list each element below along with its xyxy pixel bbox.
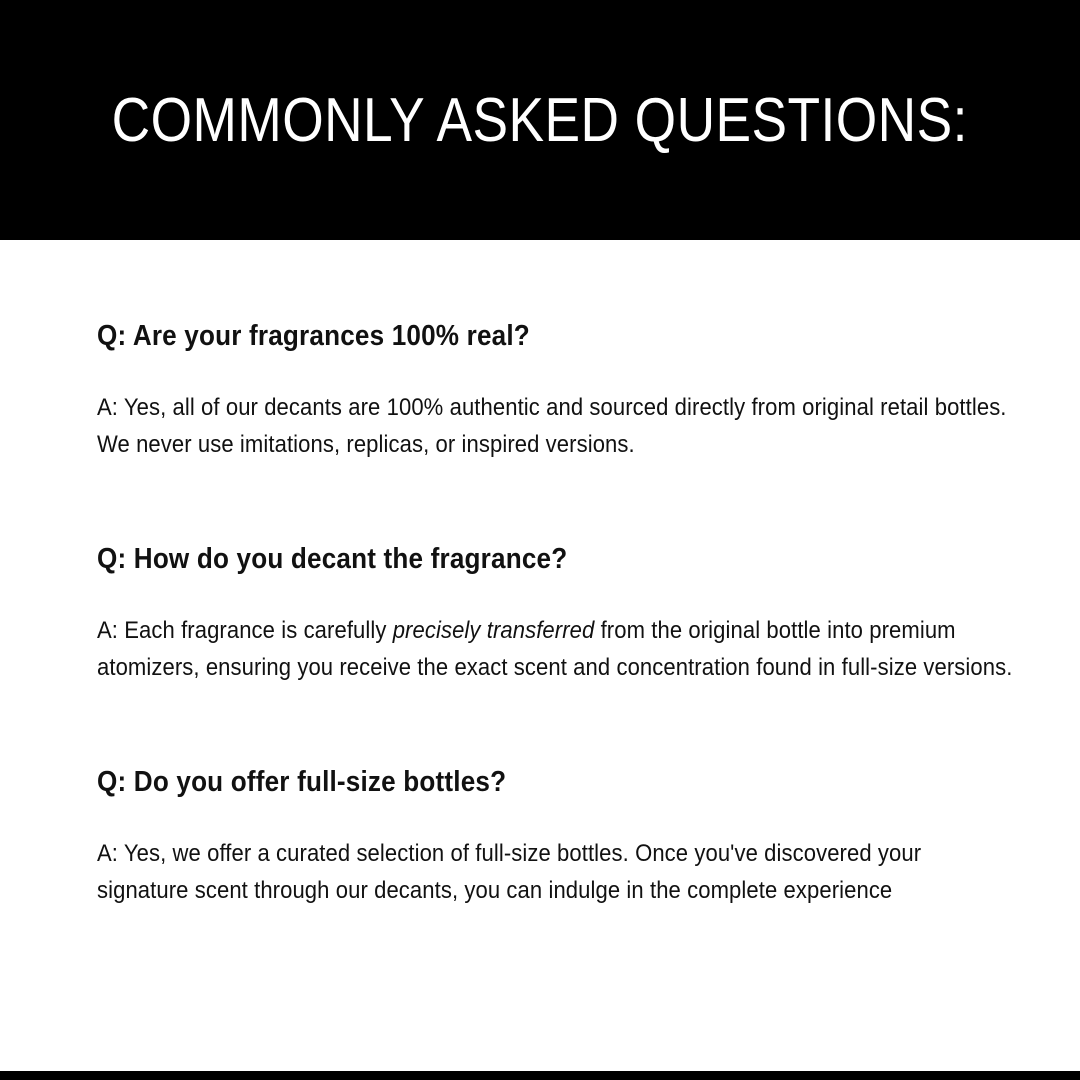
header-band: [0, 0, 1080, 240]
answer-text-segment: A: Each fragrance is carefully: [97, 617, 393, 644]
answer-text-segment: A: Yes, we offer a curated selection of full-size bottles. Once you've discovered your signature scent through our decants, you can indulge in the complete experience: [97, 840, 922, 904]
answer-text-segment: A: Yes, all of our decants are 100% authentic and sourced directly from original retail bottles. We never use imitations, replicas, or inspired versions.: [97, 394, 1007, 458]
faq-list: [0, 240, 1080, 909]
faq-item: [97, 764, 1015, 909]
answer-text-segment: from the original bottle into premium atomizers, ensuring you receive the exact scent and concentration found in full-size versions.: [97, 617, 1013, 681]
faq-question: Q: Do you offer full-size bottles?: [97, 766, 507, 798]
faq-item: [97, 318, 1015, 463]
footer-bar: [0, 1071, 1080, 1080]
faq-question: Q: How do you decant the fragrance?: [97, 543, 568, 575]
answer-italic-segment: precisely transferred: [392, 617, 595, 644]
faq-answer: [97, 836, 1015, 909]
faq-item: [97, 541, 1015, 686]
faq-answer: [97, 390, 1015, 463]
faq-answer: [97, 613, 1015, 686]
page-title: COMMONLY ASKED QUESTIONS:: [111, 85, 969, 155]
faq-question: Q: Are your fragrances 100% real?: [97, 320, 530, 352]
